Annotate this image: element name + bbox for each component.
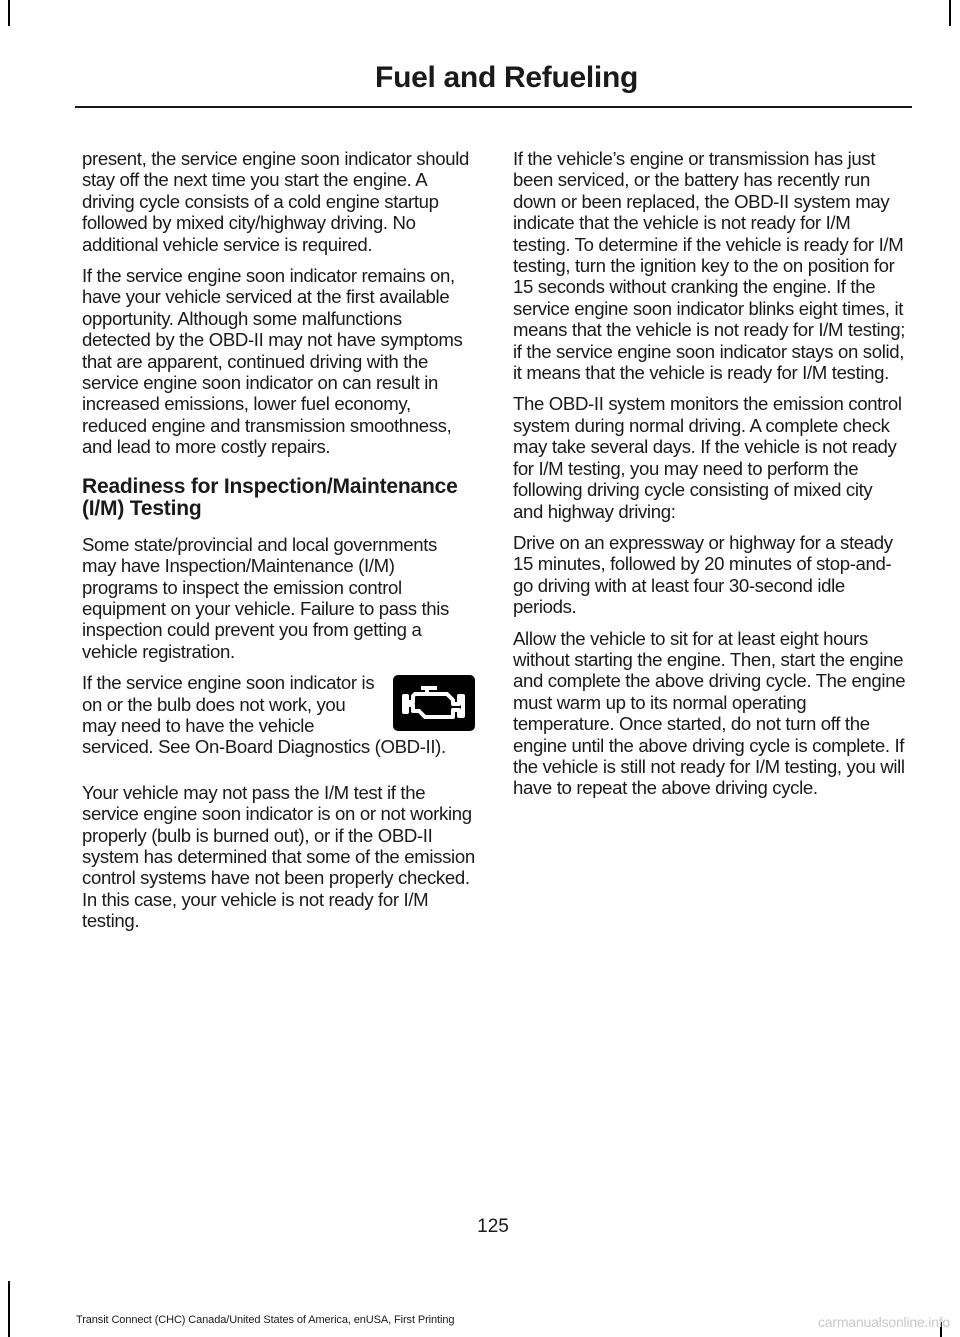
paragraph: Drive on an expressway or highway for a steady 15 minutes, followed by 20 minutes of stop-and-go driving with at least four 30-second idle periods. [513,531,893,618]
check-engine-icon [393,675,475,731]
page-number: 125 [477,1216,509,1237]
paragraph: The OBD-II system monitors the emission control system during normal driving. A complete check may take several days. If the vehicle is not ready for I/M testing, you may need to perform the following driving cycle consisting of mixed city and highway driving: [513,393,902,522]
paragraph: Your vehicle may not pass the I/M test if the service engine soon indicator is on or not working properly (bulb is burned out), or if the OBD-II system has determined that some of the emission control systems have not been properly checked. In this case, your vehicle is not ready for I/M testing. [82,781,475,932]
page-title: Fuel and Refueling [375,61,638,94]
crop-mark-bottom-left [8,1281,10,1337]
paragraph: present, the service engine soon indicator should stay off the next time you start the engine. A driving cycle consists of a cold engine startup followed by mixed city/highway driving. No additional vehicle service is required. [82,148,470,255]
left-column [82,148,475,942]
paragraph: If the service engine soon indicator remains on, have your vehicle serviced at the first available opportunity. Although some malfunctions detected by the OBD-II may not have symptoms that are apparent, continued driving with the service engine soon indicator on can result in increased emissions, lower fuel economy, reduced engine and transmission smoothness, and lead to more costly repairs. [82,265,463,458]
right-column [513,148,906,809]
section-heading: Readiness for Inspection/Maintenance (I/M) Testing [82,474,458,520]
watermark: carmanualsonline.info [818,1314,950,1330]
crop-mark-top-right [949,0,951,26]
paragraph: If the vehicle’s engine or transmission has just been serviced, or the battery has recently run down or been replaced, the OBD-II system may indicate that the vehicle is not ready for I/M testing. To determine if the vehicle is ready for I/M testing, turn the ignition key to the on position for 15 seconds without cranking the engine. If the service engine soon indicator blinks eight times, it means that the vehicle is not ready for I/M testing; if the service engine soon indicator stays on solid, it means that the vehicle is ready for I/M testing. [513,148,906,384]
paragraph: Some state/provincial and local governments may have Inspection/Maintenance (I/M) programs to inspect the emission control equipment on your vehicle. Failure to pass this inspection could prevent you from getting a vehicle registration. [82,533,449,662]
footer-text: Transit Connect (CHC) Canada/United States of America, enUSA, First Printing [76,1314,455,1326]
crop-mark-top-left [8,0,10,26]
paragraph: If the service engine soon indicator is on or the bulb does not work, you may need to have the vehicle serviced. See On-Board Diagnostics (OBD-II). [82,672,446,758]
paragraph: Allow the vehicle to sit for at least eight hours without starting the engine. Then, start the engine and complete the above driving cycle. The engine must warm up to its normal operating temperature. Once started, do not turn off the engine until the above driving cycle is complete. If the vehicle is still not ready for I/M testing, you will have to repeat the above driving cycle. [513,627,906,799]
header-divider [75,106,912,108]
